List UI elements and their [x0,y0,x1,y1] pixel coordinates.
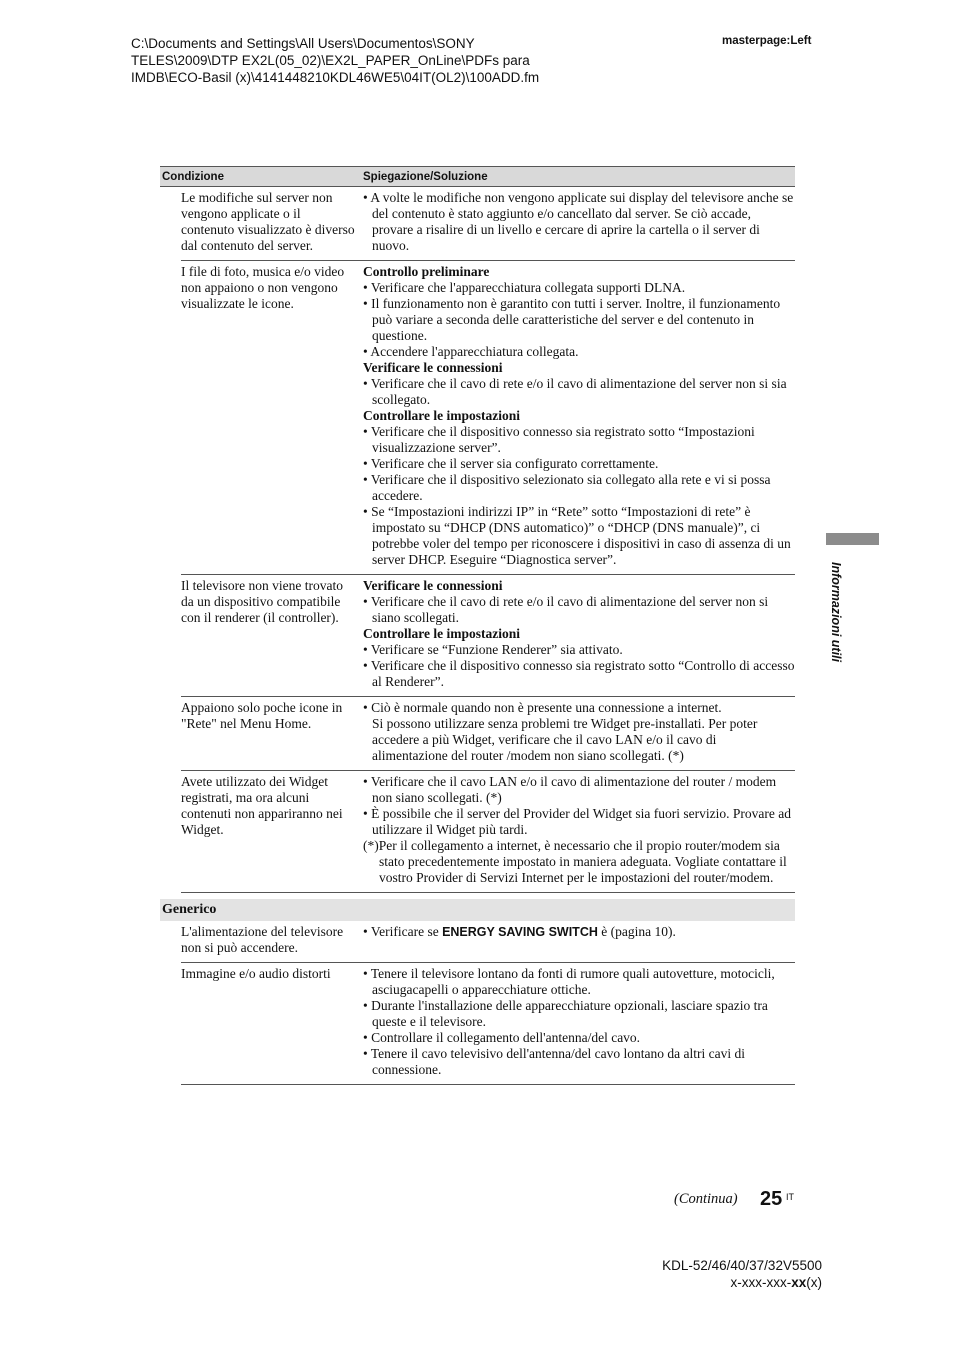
bullet-item: • Tenere il televisore lontano da fonti di rumore quali autovetture, motocicli, asciugacapelli o apparecchiature ottiche. [363,966,775,997]
bullet-item: • Verificare se “Funzione Renderer” sia attivato. [363,642,623,657]
bullet-item: • Accendere l'apparecchiatura collegata. [363,344,579,359]
bullet-item [363,924,795,940]
bullet-item: • Verificare che il dispositivo selezionato sia collegato alla rete e vi si possa accedere. [363,472,771,503]
table-row [181,921,795,963]
solution-cell [361,264,795,568]
table-row [181,963,795,1085]
solution-cell [361,924,795,956]
bullet-item: • Verificare che il cavo LAN e/o il cavo di alimentazione del router / modem non siano scollegati. (*) [363,774,777,805]
bullet-item: • A volte le modifiche non vengono applicate sui display del televisore anche se del contenuto è stato aggiunto e/o cancellato dal server. Se ciò accade, provare a risalire di un livello e cercare di aprire la cartella o il server di nuovo. [363,190,794,253]
language-code: IT [786,1192,794,1202]
page-number: 25 [760,1188,783,1210]
solution-subheading: Controllare le impostazioni [363,408,520,423]
condition-cell: L'alimentazione del televisore non si può accendere. [181,924,344,955]
condition-cell: Appaiono solo poche icone in "Rete" nel Menu Home. [181,700,343,731]
solution-cell [361,700,795,764]
solution-subheading: Verificare le connessioni [363,578,503,593]
bullet-item: • Verificare che l'apparecchiatura collegata supporti DLNA. [363,280,686,295]
solution-subheading: Controllare le impostazioni [363,626,520,641]
bullet-item: • Verificare che il cavo di rete e/o il cavo di alimentazione del server non si sia scollegato. [363,376,787,407]
masterpage-label: masterpage:Left [722,35,812,47]
condition-cell: I file di foto, musica e/o video non appaiono o non vengono visualizzate le icone. [181,264,345,311]
table-row [181,697,795,771]
side-tab-marker [826,533,879,545]
bullet-text: è (pagina 10). [597,924,676,939]
footnote: (*)Per il collegamento a internet, è necessario che il propio router/modem sia stato precedentemente impostato in maniera adeguata. Vogliate contattare il vostro Provider di Servizi Internet per le impostazioni del router/modem. [363,838,787,885]
condition-cell: Avete utilizzato dei Widget registrati, ma ora alcuni contenuti non appariranno nei Widget. [181,774,343,837]
side-tab-label: Informazioni utili [829,562,843,662]
solution-cell [361,774,795,886]
table-row [181,261,795,575]
troubleshooting-table [160,166,795,1085]
bullet-item: • Verificare che il dispositivo connesso sia registrato sotto “Controllo di accesso al Renderer”. [363,658,795,689]
bullet-item: • Verificare che il dispositivo connesso sia registrato sotto “Impostazioni visualizzazione server”. [363,424,755,455]
bullet-item: • Ciò è normale quando non è presente una connessione a internet. [363,700,722,715]
table-row [181,187,795,261]
model-info [662,1257,822,1291]
energy-saving-switch-label: ENERGY SAVING SWITCH [442,925,598,939]
path-line: TELES\2009\DTP EX2L(05_02)\EX2L_PAPER_OnLine\PDFs para [131,53,530,68]
section-heading-generico: Generico [160,899,795,921]
path-line: IMDB\ECO-Basil (x)\4141448210KDL46WE5\04IT(OL2)\100ADD.fm [131,70,540,85]
table-row [181,771,795,893]
doc-code [662,1274,822,1291]
bullet-item: • Se “Impostazioni indirizzi IP” in “Rete” sotto “Impostazioni di rete” è impostato su “DHCP (DNS automatico)” o “DHCP (DNS manuale)”, ci potrebbe voler del tempo per riconoscere i dispositivi in caso di assenza di un server DHCP. Eseguire “Diagnostica server”. [363,504,791,567]
solution-subheading: Controllo preliminare [363,264,490,279]
continued-label: (Continua) [674,1191,738,1207]
bullet-item: • Verificare che il server sia configurato correttamente. [363,456,659,471]
bullet-item: • Verificare che il cavo di rete e/o il cavo di alimentazione del server non si siano scollegati. [363,594,769,625]
bullet-item: • Durante l'installazione delle apparecchiature opzionali, lasciare spazio tra queste e il televisore. [363,998,768,1029]
path-line: C:\Documents and Settings\All Users\Documentos\SONY [131,36,475,51]
bullet-continuation: Si possono utilizzare senza problemi tre Widget pre-installati. Per poter accedere a più Widget, verificare che il cavo LAN e/o il cavo di alimentazione del router /modem non siano scollegati. (*) [372,716,758,763]
file-path-header [131,35,651,86]
condition-cell: Il televisore non viene trovato da un dispositivo compatibile con il renderer (il controller). [181,578,343,625]
table-header [160,166,795,187]
solution-cell [361,190,795,254]
model-number: KDL-52/46/40/37/32V5500 [662,1258,822,1273]
doc-code-suffix: (x) [806,1275,822,1290]
bullet-item: • È possibile che il server del Provider del Widget sia fuori servizio. Provare ad utilizzare il Widget più tardi. [363,806,791,837]
doc-code-bold: xx [791,1275,807,1290]
solution-cell [361,578,795,690]
table-row [181,575,795,697]
bullet-item: • Il funzionamento non è garantito con tutti i server. Inoltre, il funzionamento può variare a seconda delle caratteristiche del server e del contenuto in questione. [363,296,781,343]
condition-cell: Immagine e/o audio distorti [181,966,331,981]
column-header-spiegazione: Spiegazione/Soluzione [363,170,488,183]
solution-subheading: Verificare le connessioni [363,360,503,375]
condition-cell: Le modifiche sul server non vengono applicate o il contenuto visualizzato è diverso dal contenuto del server. [181,190,355,253]
solution-cell [361,966,795,1078]
bullet-item: • Tenere il cavo televisivo dell'antenna/del cavo lontano da altri cavi di connessione. [363,1046,745,1077]
column-header-condizione: Condizione [162,170,224,183]
doc-code-prefix: x-xxx-xxx- [730,1275,792,1290]
bullet-item: • Controllare il collegamento dell'antenna/del cavo. [363,1030,641,1045]
bullet-text: • Verificare se [363,924,443,939]
